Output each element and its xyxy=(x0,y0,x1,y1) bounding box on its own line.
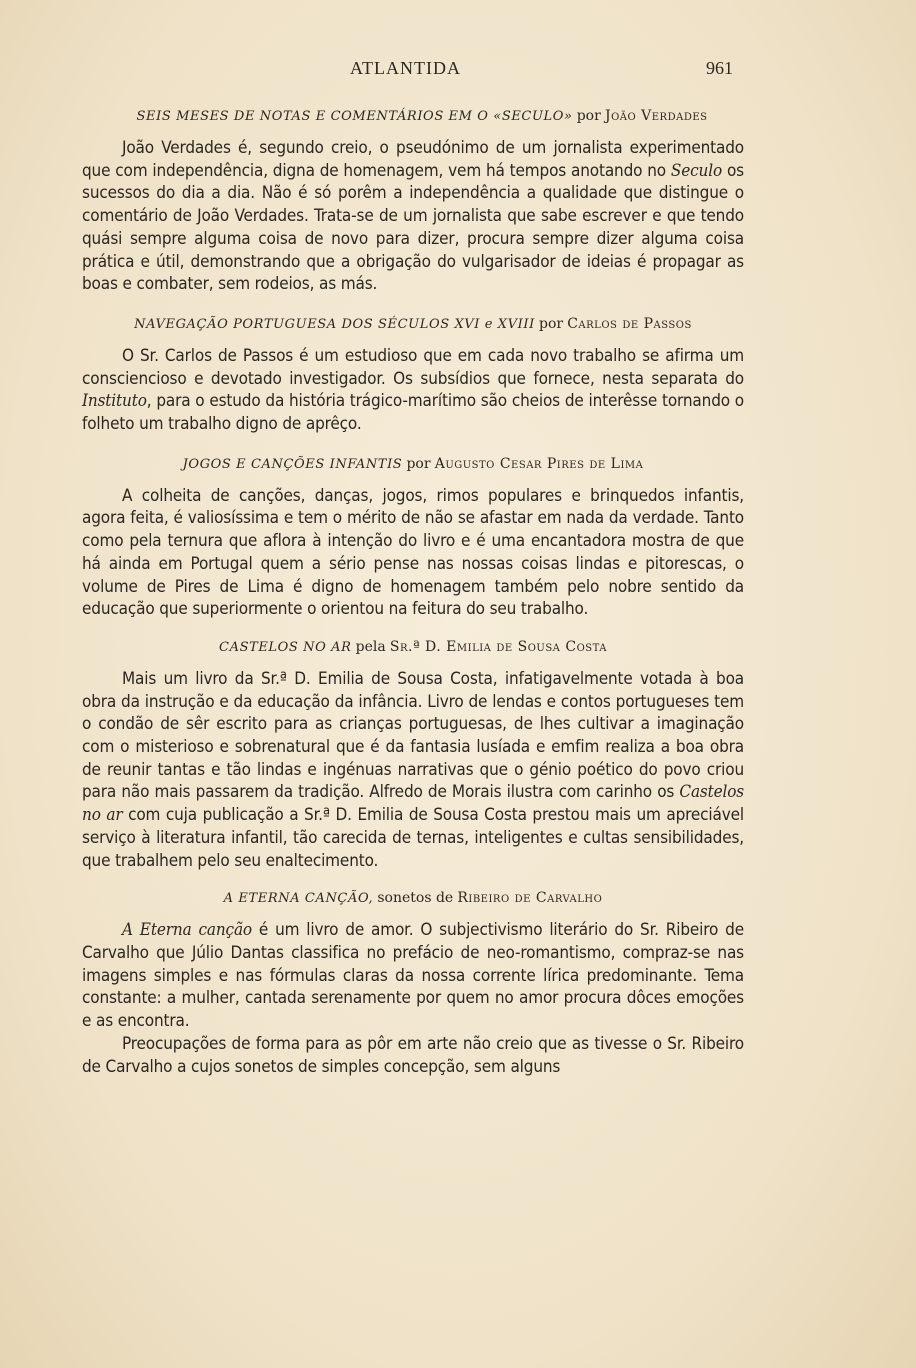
byline-connector: sonetos de xyxy=(377,890,454,907)
review-section xyxy=(82,106,744,296)
review-heading xyxy=(82,888,744,909)
review-section xyxy=(82,888,744,1078)
running-header xyxy=(0,58,916,84)
byline-connector: por xyxy=(576,108,601,124)
work-title: NAVEGAÇÃO PORTUGUESA DOS SÉCULOS XVI e XVIII xyxy=(134,316,535,332)
review-heading xyxy=(82,454,744,475)
review-column xyxy=(82,106,744,1092)
review-heading xyxy=(82,314,744,335)
review-paragraph: A Eterna canção é um livro de amor. O subjectivismo literário do Sr. Ribeiro de Carvalho que Júlio Dantas classifica no prefácio de neo-romantismo, compraz-se nas imagens simples e nas fórmulas claras da nossa corrente lírica predominante. Tema constante: a mulher, cantada serenamente por quem no amor procura dôces emoções e as encontra. xyxy=(82,920,744,1032)
review-section xyxy=(82,637,744,872)
review-paragraph: Mais um livro da Sr.ª D. Emilia de Sousa Costa, infatigavelmente votada à boa obra da instrução e da educação da infância. Livro de lendas e contos portugueses tem o condão de sêr escrito para as crianças portuguesas, de lhes cultivar a imaginação com o misterioso e sobrenatural que é da fantasia lusíada e emfim realiza a boa obra de reunir tantas e tão lindas e ingénuas narrativas que o génio poético do povo criou para não mais passarem da tradição. Alfredo de Morais ilustra com carinho os Castelos no ar com cuja publicação a Sr.ª D. Emilia de Sousa Costa prestou mais um apreciável serviço à literatura infantil, tão carecida de ternas, inteligentes e cultas sensibilidades, que trabalhem pelo seu enaltecimento. xyxy=(82,668,745,871)
review-paragraph: Preocupações de forma para as pôr em arte não creio que as tivesse o Sr. Ribeiro de Carvalho a cujos sonetos de simples concepção, sem alguns xyxy=(82,1033,744,1077)
work-title: CASTELOS NO AR xyxy=(219,639,352,655)
author-name: João Verdades xyxy=(604,108,708,124)
review-section xyxy=(82,454,744,621)
work-title: A ETERNA CANÇÃO, xyxy=(223,891,374,907)
work-title: SEIS MESES DE NOTAS E COMENTÁRIOS EM O «SECULO» xyxy=(136,109,573,124)
review-paragraph: A colheita de canções, danças, jogos, rimos populares e brinquedos infantis, agora feita, é valiosíssima e tem o mérito de não se afastar em nada da verdade. Tanto como pela ternura que aflora à intenção do livro e é uma encantadora mostra de que há ainda em Portugal quem a sério pense nas nossas coisas lindas e pitorescas, o volume de Pires de Lima é digno de homenagem também pelo nobre sentido da educação que superiormente o orientou na feitura do seu trabalho. xyxy=(82,485,744,620)
review-paragraph: O Sr. Carlos de Passos é um estudioso que em cada novo trabalho se afirma um consciencioso e devotado investigador. Os subsídios que fornece, nesta separata do Instituto, para o estudo da história trágico-marítimo são cheios de interêsse tornando o folheto um trabalho digno de aprêço. xyxy=(82,345,744,435)
author-name: Carlos de Passos xyxy=(567,315,692,332)
review-heading xyxy=(100,106,744,127)
author-name: Augusto Cesar Pires de Lima xyxy=(434,455,644,472)
byline-connector: por xyxy=(538,315,564,332)
review-heading xyxy=(82,637,744,658)
review-paragraph: João Verdades é, segundo creio, o pseudónimo de um jornalista experimentado que com independência, digna de homenagem, vem há tempos anotando no Seculo os sucessos do dia a dia. Não é só porêm a independência a qualidade que distingue o comentário de João Verdades. Trata-se de um jornalista que sabe escrever e que tendo quási sempre alguma coisa de novo para dizer, procura sempre dizer alguma coisa prática e útil, demonstrando que a obrigação do vulgarisador de ideias é propagar as boas e combater, sem rodeios, as más. xyxy=(82,138,744,295)
work-title: JOGOS E CANÇÕES INFANTIS xyxy=(182,456,403,472)
running-title: ATLANTIDA xyxy=(350,58,461,78)
author-name: Ribeiro de Carvalho xyxy=(457,890,603,907)
byline-connector: pela xyxy=(355,638,386,655)
page-number: 961 xyxy=(706,58,733,78)
author-name: Sr.ª D. Emilia de Sousa Costa xyxy=(389,638,607,655)
byline-connector: por xyxy=(406,455,431,472)
review-section xyxy=(82,314,744,436)
